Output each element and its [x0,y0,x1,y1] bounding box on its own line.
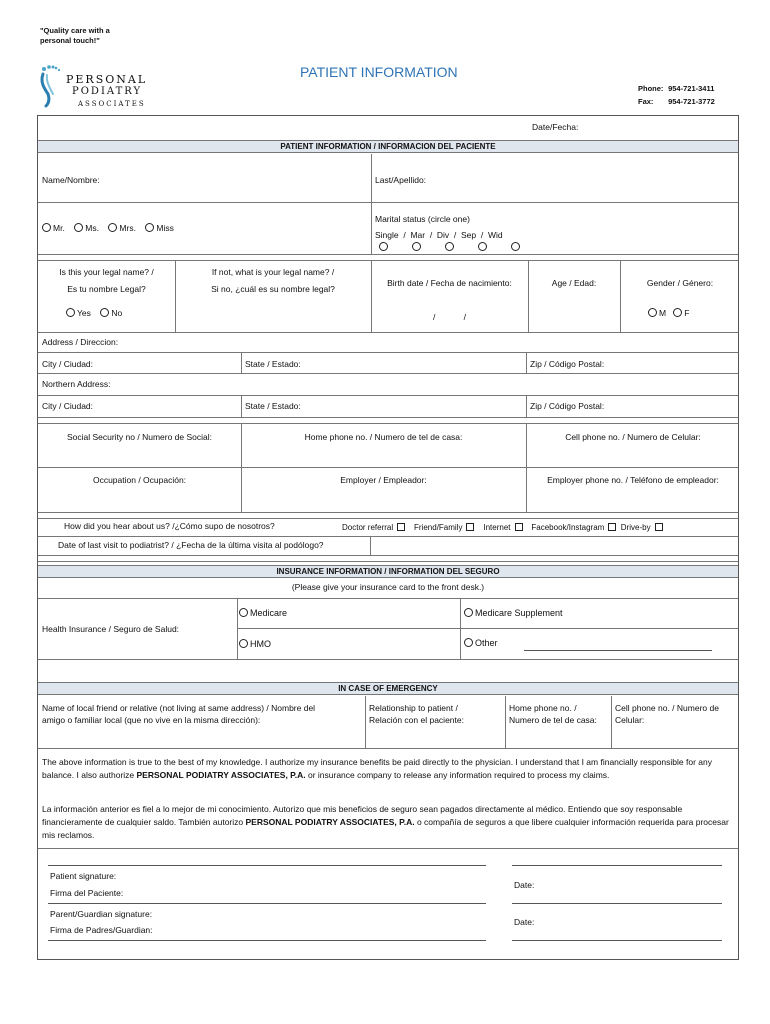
referral-doctor-label: Doctor referral [342,523,394,532]
marital-sep: Sep [461,230,477,240]
state-field[interactable]: State / Estado: [245,359,301,369]
birth-date-field[interactable]: Birth date / Fecha de nacimiento: [387,278,512,288]
page-title: PATIENT INFORMATION [300,64,458,80]
referral-internet-label: Internet [483,523,511,532]
radio-gender-f[interactable] [673,308,682,317]
title-options [42,223,174,234]
zip-field[interactable]: Zip / Código Postal: [530,359,605,369]
employer-field[interactable]: Employer / Empleador: [340,475,427,485]
legal-name-question: Is this your legal name? / [59,267,154,277]
consent-english [42,756,732,782]
other-insurance-field[interactable] [524,650,712,651]
name-field[interactable]: Name/Nombre: [42,175,100,185]
emergency-home-phone-label-2: Numero de tel de casa: [509,715,597,725]
checkbox-friend-family[interactable] [466,523,474,531]
checkbox-internet[interactable] [515,523,523,531]
guardian-signature-label-es: Firma de Padres/Guardian: [50,925,153,935]
checkbox-drive-by[interactable] [655,523,663,531]
fax-label: Fax: [638,97,654,106]
marital-single: Single [375,230,399,240]
legal-name-field-es: Si no, ¿cuál es su nombre legal? [211,284,335,294]
section-patient-info: PATIENT INFORMATION / INFORMACION DEL PACIENTE [38,140,738,153]
legal-no-label: No [111,308,123,318]
title-mr-label: Mr. [53,223,65,233]
radio-gender-m[interactable] [648,308,657,317]
title-miss-label: Miss [156,223,174,233]
emergency-name-label: Name of local friend or relative (not living at same address) / Nombre del [42,703,316,713]
gender-m-label: M [659,308,667,318]
guardian-signature-date-label: Date: [514,917,535,927]
cell-phone-field[interactable]: Cell phone no. / Numero de Celular: [565,432,701,442]
emergency-relationship-label: Relationship to patient / [369,703,458,713]
radio-married[interactable] [412,242,421,251]
title-ms-label: Ms. [85,223,99,233]
home-phone-field[interactable]: Home phone no. / Numero de tel de casa: [304,432,463,442]
emergency-cell-phone-label-2: Celular: [615,715,645,725]
radio-other[interactable] [464,638,473,647]
consent-en-text-2: or insurance company to release any information required to process my claims. [305,770,610,780]
gender-label: Gender / Género: [646,278,714,288]
consent-spanish [42,803,732,842]
medicare-supplement-label: Medicare Supplement [475,608,563,618]
marital-mar: Mar [410,230,426,240]
radio-widowed[interactable] [511,242,520,251]
radio-mrs[interactable] [108,223,117,232]
patient-signature-label: Patient signature: [50,871,117,881]
northern-state-field[interactable]: State / Estado: [245,401,301,411]
radio-hmo[interactable] [239,639,248,648]
health-insurance-label: Health Insurance / Seguro de Salud: [42,624,180,634]
guardian-signature-date-field[interactable] [512,940,722,941]
practice-logo [38,62,158,110]
city-field[interactable]: City / Ciudad: [42,359,94,369]
northern-zip-field[interactable]: Zip / Código Postal: [530,401,605,411]
referral-question: How did you hear about us? /¿Cómo supo de nosotros? [64,521,275,531]
referral-options [342,522,663,533]
marital-wid: Wid [487,230,503,240]
legal-name-field[interactable]: If not, what is your legal name? / [211,267,335,277]
radio-single[interactable] [379,242,388,251]
radio-legal-yes[interactable] [66,308,75,317]
occupation-field[interactable]: Occupation / Ocupación: [92,475,187,485]
checkbox-doctor-referral[interactable] [397,523,405,531]
section-emergency: IN CASE OF EMERGENCY [38,682,738,695]
patient-signature-label-es: Firma del Paciente: [50,888,124,898]
tagline: "Quality care with a personal touch!" [40,26,110,45]
phone-number: 954-721-3411 [668,84,715,93]
radio-medicare-supplement[interactable] [464,608,473,617]
radio-separated[interactable] [478,242,487,251]
birth-date-slashes: / / [432,312,467,322]
radio-mr[interactable] [42,223,51,232]
emergency-name-label-2: amigo o familiar local (que no vive en la misma dirección): [42,715,261,725]
ssn-field[interactable]: Social Security no / Numero de Social: [66,432,213,442]
address-field[interactable]: Address / Direccion: [42,337,119,347]
hmo-label: HMO [250,639,271,649]
guardian-signature-label: Parent/Guardian signature: [50,909,153,919]
northern-address-field[interactable]: Northern Address: [42,379,111,389]
marital-options: Single / Mar / Div / Sep / Wid [375,230,503,240]
legal-yes-label: Yes [77,308,91,318]
marital-status-label: Marital status (circle one) [375,214,470,224]
northern-city-field[interactable]: City / Ciudad: [42,401,94,411]
radio-ms[interactable] [74,223,83,232]
radio-miss[interactable] [145,223,154,232]
marital-div: Div [436,230,450,240]
emergency-home-phone-label: Home phone no. / [509,703,577,713]
radio-legal-no[interactable] [100,308,109,317]
referral-friend-label: Friend/Family [414,523,463,532]
patient-signature-date-label: Date: [514,880,535,890]
logo-line-1: PERSONAL [66,73,148,86]
legal-name-question-es: Es tu nombre Legal? [67,284,146,294]
checkbox-facebook-instagram[interactable] [608,523,616,531]
contact-info [638,82,715,108]
logo-line-3: ASSOCIATES [78,100,146,108]
last-visit-field[interactable]: Date of last visit to podiatrist? / ¿Fecha de la última visita al podólogo? [58,540,324,550]
radio-divorced[interactable] [445,242,454,251]
foot-logo-icon [38,64,66,108]
insurance-note: (Please give your insurance card to the front desk.) [291,582,485,592]
patient-signature-date-field[interactable] [512,903,722,904]
guardian-signature-field[interactable] [48,940,486,941]
section-insurance: INSURANCE INFORMATION / INFORMATION DEL SEGURO [38,565,738,578]
age-field[interactable]: Age / Edad: [551,278,597,288]
patient-signature-field[interactable] [48,903,486,904]
consent-es-company: PERSONAL PODIATRY ASSOCIATES, P.A. [245,817,415,827]
emergency-relationship-label-2: Relación con el paciente: [369,715,464,725]
consent-es-text-2: o compañía de seguros a que libere cualquier información requerida para procesar mis reclamos. [42,817,729,840]
logo-line-2: PODIATRY [72,86,143,97]
medicare-label: Medicare [250,608,288,618]
referral-driveby-label: Drive-by [620,523,651,532]
referral-facebook-label: Facebook/Instagram [531,523,605,532]
last-name-field[interactable]: Last/Apellido: [375,175,427,185]
title-mrs-label: Mrs. [119,223,136,233]
other-label: Other [475,638,498,648]
emergency-cell-phone-label: Cell phone no. / Numero de [615,703,719,713]
gender-f-label: F [684,308,690,318]
patient-form [37,115,739,960]
consent-en-text-1: The above information is true to the best of my knowledge. I authorize my insurance benefits be paid directly to the physician. I understand that I am financially responsible for any balance. I also authorize [42,757,712,780]
consent-es-text-1: La información anterior es fiel a lo mejor de mi conocimiento. Autorizo que mis beneficios de seguro sean pagados directamente al médico. Entiendo que soy responsable financieramente de cualquier saldo. También autorizo [42,804,683,827]
date-field[interactable]: Date/Fecha: [532,122,579,132]
employer-phone-field[interactable]: Employer phone no. / Teléfono de empleador: [547,475,719,485]
fax-number: 954-721-3772 [668,97,715,106]
phone-label: Phone: [638,84,664,93]
radio-medicare[interactable] [239,608,248,617]
consent-en-company: PERSONAL PODIATRY ASSOCIATES, P.A. [136,770,306,780]
